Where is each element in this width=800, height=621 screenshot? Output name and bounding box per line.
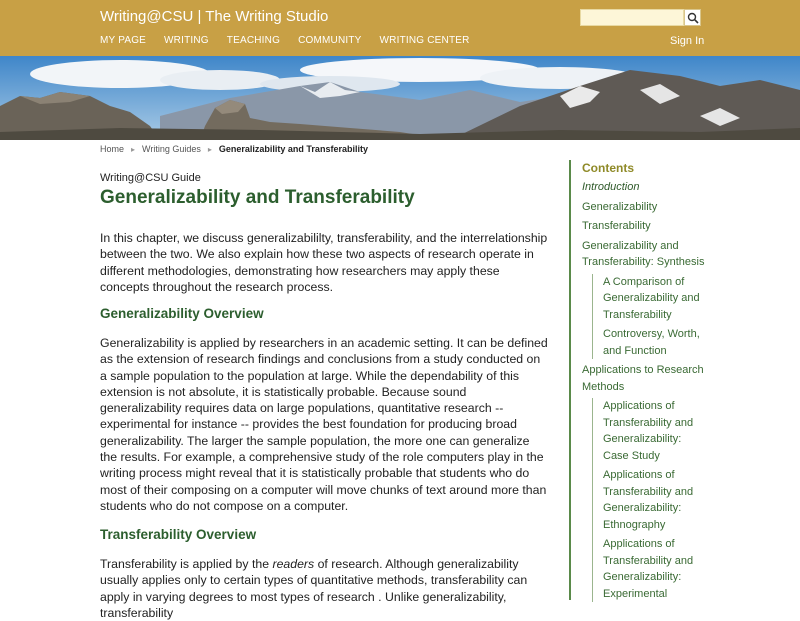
transferability-paragraph bbox=[100, 556, 550, 621]
page-title: Generalizability and Transferability bbox=[100, 187, 415, 208]
toc-subsection-synthesis bbox=[592, 274, 707, 360]
toc-item-introduction[interactable]: Introduction bbox=[582, 181, 640, 193]
contents-title: Contents bbox=[582, 161, 634, 175]
breadcrumb-home[interactable]: Home bbox=[100, 144, 125, 154]
breadcrumb-current: Generalizability and Transferability bbox=[218, 144, 368, 154]
breadcrumb bbox=[100, 144, 368, 154]
nav-teaching[interactable]: TEACHING bbox=[226, 35, 281, 46]
toc-item-ethnography[interactable]: Applications of Transferability and Generalizability: Ethnography bbox=[603, 469, 694, 531]
nav-writing[interactable]: WRITING bbox=[164, 35, 209, 46]
toc-item-applications[interactable]: Applications to Research Methods bbox=[582, 364, 704, 393]
toc-item-case-study[interactable]: Applications of Transferability and Generalizability: Case Study bbox=[603, 400, 694, 462]
transferability-text-start: Transferability is applied by the bbox=[100, 557, 273, 571]
nav-community[interactable]: COMMUNITY bbox=[298, 35, 362, 46]
toc-item-transferability[interactable]: Transferability bbox=[582, 220, 651, 232]
generalizability-paragraph: Generalizability is applied by researchers in an academic setting. It can be defined as the extension of research findings and conclusions from a study conducted on a sample population to the population at large. While the dependability of this extension is not absolute, it is statistically probable. Because sound generalizability requires data on large populations, quantitative research -- experimental for instance -- provides the best foundation for producing broad generalizability. The larger the sample population, the more one can generalize the results. For example, a comprehensive study of the role computers play in the writing process might reveal that it is statistically probable that students who do most of their composing on a computer will move chunks of text around more than students who do not compose on a computer. bbox=[100, 336, 548, 513]
site-title[interactable]: Writing@CSU | The Writing Studio bbox=[100, 8, 329, 25]
toc-item-generalizability[interactable]: Generalizability bbox=[582, 200, 658, 213]
generalizability-heading: Generalizability Overview bbox=[100, 306, 264, 321]
toc-item-controversy[interactable]: Controversy, Worth, and Function bbox=[603, 328, 700, 357]
transferability-heading: Transferability Overview bbox=[100, 527, 257, 542]
transferability-text-end: of research. Although generalizability usually applies only to certain types of quantitative methods, transferability can apply in varying degrees to most types of research . Unlike generalizability, transferability bbox=[100, 557, 528, 620]
main-nav bbox=[100, 35, 488, 46]
toc-item-comparison[interactable]: A Comparison of Generalizability and Transferability bbox=[603, 275, 700, 321]
chevron-right-icon: ▸ bbox=[131, 144, 136, 154]
toc-item-experimental[interactable]: Applications of Transferability and Generalizability: Experimental bbox=[603, 538, 694, 600]
readers-emphasis: readers bbox=[272, 557, 315, 571]
toc-subsection-applications bbox=[592, 398, 707, 602]
search-input[interactable] bbox=[580, 9, 684, 26]
contents-list bbox=[582, 179, 707, 605]
breadcrumb-writing-guides[interactable]: Writing Guides bbox=[142, 144, 201, 154]
sign-in-link[interactable]: Sign In bbox=[670, 35, 705, 47]
nav-my-page[interactable]: MY PAGE bbox=[100, 35, 147, 46]
toc-item-synthesis[interactable]: Generalizability and Transferability: Synthesis bbox=[582, 239, 705, 268]
chevron-right-icon: ▸ bbox=[207, 144, 212, 154]
intro-paragraph: In this chapter, we discuss generalizabililty, transferability, and the interrelationship between the two. We also explain how these two aspects of research operate in different methodologies, demonstrating how researchers may apply these concepts throughout the research process. bbox=[100, 231, 548, 294]
nav-writing-center[interactable]: WRITING CENTER bbox=[379, 35, 470, 46]
search-icon bbox=[687, 12, 699, 24]
contents-sidebar bbox=[569, 160, 704, 600]
banner-image bbox=[0, 56, 800, 140]
site-header bbox=[0, 0, 800, 56]
search-button[interactable] bbox=[684, 9, 701, 26]
guide-label: Writing@CSU Guide bbox=[100, 172, 201, 184]
